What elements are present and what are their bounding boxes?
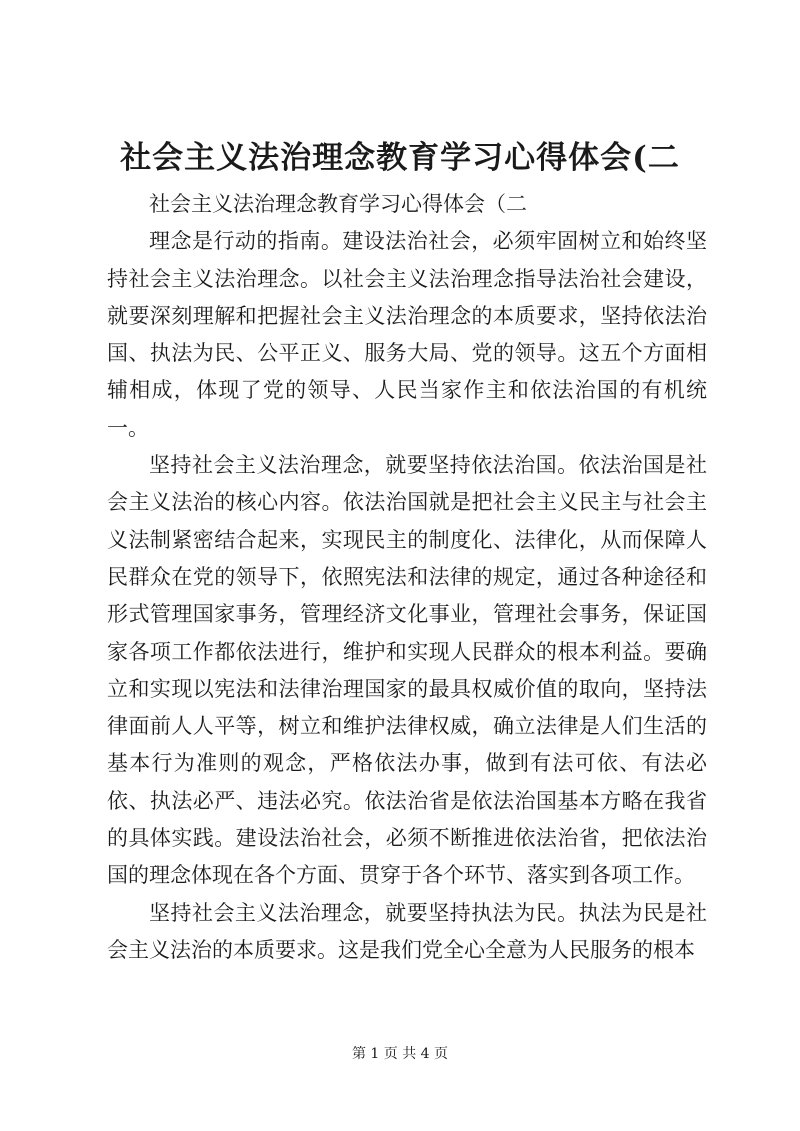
page-number-footer: 第 1 页 共 4 页 xyxy=(351,1046,449,1062)
paragraph-subtitle: 社会主义法治理念教育学习心得体会（二 xyxy=(149,192,527,216)
paragraph-2: 坚持社会主义法治理念，就要坚持依法治国。依法治国是社会主义法治的核心内容。依法治国就是把社会主义民主与社会主义法制紧密结合起来，实现民主的制度化、法律化，从而保障人民群众在党的领导下，依照宪法和法律的规定，通过各种途径和形式管理国家事务，管理经济文化事业，管理社会事务，保证国家各项工作都依法进行，维护和实现人民群众的根本利益。要确立和实现以宪法和法律治理国家的最具权威价值的取向，坚持法律面前人人平等，树立和维护法律权威，确立法律是人们生活的基本行为准则的观念，严格依法办事，做到有法可依、有法必依、执法必严、违法必究。依法治省是依法治国基本方略在我省的具体实践。建设法治社会，必须不断推进依法治省，把依法治国的理念体现在各个方面、贯穿于各个环节、落实到各项工作。 xyxy=(107,453,707,888)
document-body xyxy=(107,186,707,969)
paragraph-3: 坚持社会主义法治理念，就要坚持执法为民。执法为民是社会主义法治的本质要求。这是我们党全心全意为人民服务的根本 xyxy=(107,900,707,962)
document-title: 社会主义法治理念教育学习心得体会(二 xyxy=(120,140,680,176)
paragraph-1: 理念是行动的指南。建设法治社会，必须牢固树立和始终坚持社会主义法治理念。以社会主义法治理念指导法治社会建设，就要深刻理解和把握社会主义法治理念的本质要求，坚持依法治国、执法为民、公平正义、服务大局、党的领导。这五个方面相辅相成，体现了党的领导、人民当家作主和依法治国的有机统一。 xyxy=(107,229,707,440)
